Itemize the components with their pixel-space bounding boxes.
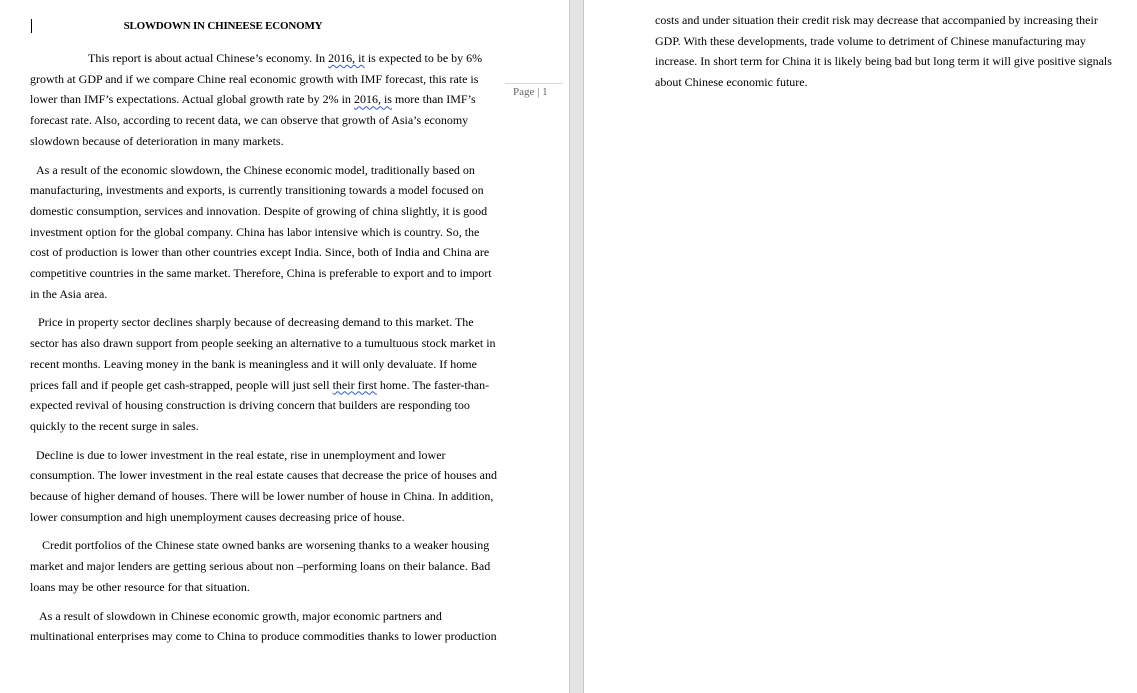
paragraph-1[interactable] [30, 48, 500, 152]
paragraph-1-text-a: This report is about actual Chinese’s economy. In [88, 51, 329, 65]
paragraph-2[interactable]: As a result of the economic slowdown, the Chinese economic model, traditionally based on manufacturing, investments and exports, is currently transitioning towards a model focused on domestic consumption, services and innovation. Despite of growing of china slightly, it is good investment option for the global company. China has labor intensive which is country. So, the cost of production is lower than other countries except India. Since, both of India and China are competitive countries in the same market. Therefore, China is preferable to export and to import in the Asia area. [30, 162, 492, 301]
grammar-flag-their-first[interactable]: their first [332, 377, 377, 392]
paragraph-5[interactable]: Credit portfolios of the Chinese state owned banks are worsening thanks to a weaker housing market and major lenders are getting serious about non –performing loans on their balance. Bad loans may be other resource for that situation. [30, 538, 491, 594]
paragraph-6[interactable]: As a result of slowdown in Chinese economic growth, major economic partners and multinational enterprises may come to China to produce commodities thanks to lower production [30, 608, 497, 644]
document-body-page-2[interactable] [655, 10, 1117, 101]
document-page-2[interactable] [584, 0, 1137, 693]
page-number-footer: Page | 1 [505, 83, 563, 99]
paragraph-4[interactable]: Decline is due to lower investment in the real estate, rise in unemployment and lower consumption. The lower investment in the real estate causes that decrease the price of houses and because of higher demand of houses. There will be lower number of house in China. In addition, lower consumption and high unemployment causes decreasing price of house. [30, 447, 497, 524]
grammar-flag-2016-it[interactable]: 2016, it [328, 51, 365, 65]
paragraph-3-text-a: Price in property sector declines sharply because of decreasing demand to this market. The sector has also drawn support from people seeking an alternative to a tumultuous stock market in recent months. Leaving money in the bank is meaningless and it will only devaluate. If home prices fall and if people get cash-strapped, people will just sell [30, 315, 496, 392]
paragraph-3[interactable] [30, 312, 500, 436]
paragraph-6-continued[interactable]: costs and under situation their credit risk may decrease that accompanied by increasing their GDP. With these developments, trade volume to detriment of Chinese manufacturing may increase. In short term for China it is likely being bad but long term it will give positive signals about Chinese economic future. [655, 13, 1112, 90]
paragraph-3-text-b: home. The faster-than-expected revival of housing construction is driving concern that builders are responding too quickly to the recent surge in sales. [30, 377, 490, 433]
paragraph-1-text-b: is expected to be by 6% growth at GDP and if we compare Chine real economic growth with IMF forecast, this rate is lower than IMF’s expectations. Actual global growth rate by 2% in [30, 51, 483, 107]
grammar-flag-2016-is[interactable]: 2016, is [353, 92, 392, 107]
document-title: SLOWDOWN IN CHINEESE ECONOMY [123, 20, 323, 32]
document-body-page-1[interactable] [30, 48, 500, 655]
paragraph-1-text-c: more than IMF’s forecast rate. Also, according to recent data, we can observe that growth of Asia’s economy slowdown because of deterioration in many markets. [30, 92, 476, 148]
page-gutter [569, 0, 584, 693]
